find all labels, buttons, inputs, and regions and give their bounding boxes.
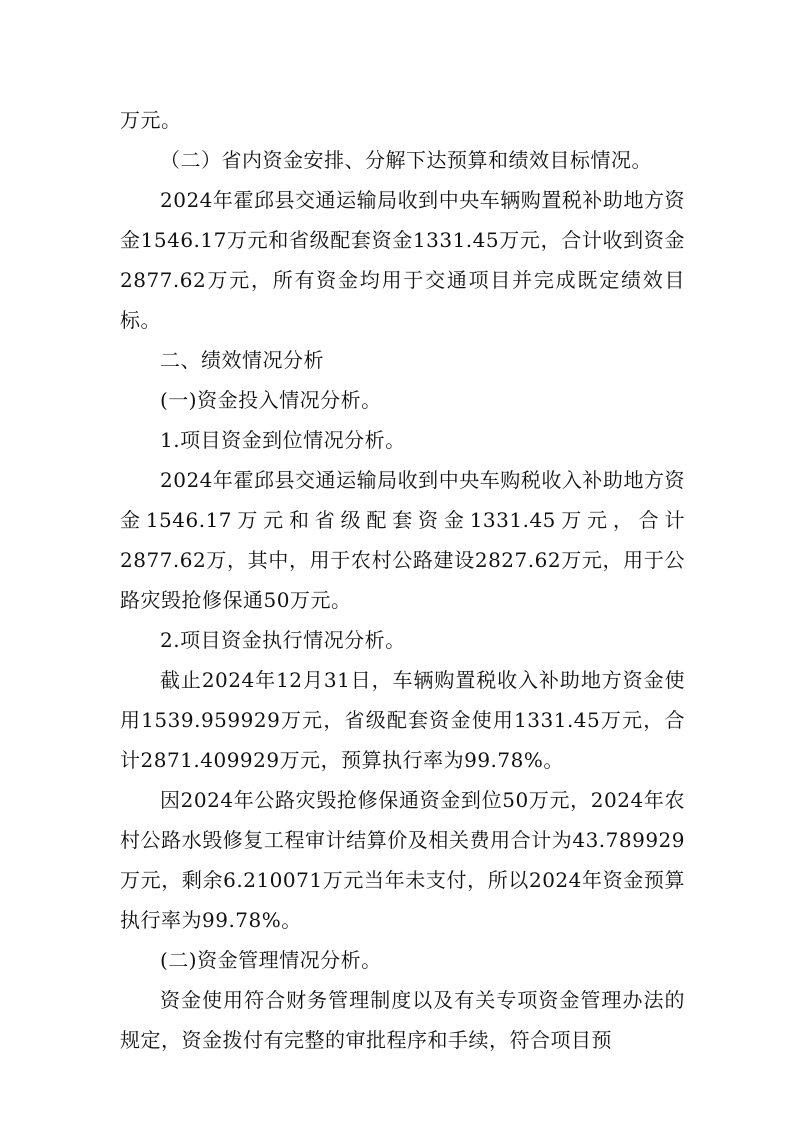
subheading-fund-execution: 2.项目资金执行情况分析。 (160, 628, 406, 652)
subheading-fund-input: (一)资金投入情况分析。 (160, 388, 382, 412)
section-heading-performance-analysis: 二、绩效情况分析 (160, 348, 324, 372)
paragraph-execution-explanation: 因2024年公路灾毁抢修保通资金到位50万元，2024年农村公路水毁修复工程审计结算价及相关费用合计为43.789929万元，剩余6.210071万元当年未支付，所以2024年资金预算执行率为99.78%。 (120, 788, 685, 932)
subheading-fund-management: (二)资金管理情况分析。 (160, 948, 382, 972)
section-heading-provincial-funds: （二）省内资金安排、分解下达预算和绩效目标情况。 (160, 148, 652, 172)
paragraph-continuation: 万元。 (120, 108, 182, 132)
subheading-fund-arrival: 1.项目资金到位情况分析。 (160, 428, 406, 452)
paragraph-fund-execution: 截止2024年12月31日，车辆购置税收入补助地方资金使用1539.959929万元，省级配套资金使用1331.45万元，合计2871.409929万元，预算执行率为99.78%。 (120, 668, 685, 772)
paragraph-fund-arrival: 2024年霍邱县交通运输局收到中央车购税收入补助地方资金1546.17万元和省级配套资金1331.45万元，合计2877.62万，其中，用于农村公路建设2827.62万元，用于公路灾毁抢修保通50万元。 (120, 468, 685, 612)
paragraph-funds-received: 2024年霍邱县交通运输局收到中央车辆购置税补助地方资金1546.17万元和省级配套资金1331.45万元，合计收到资金2877.62万元，所有资金均用于交通项目并完成既定绩效目标。 (120, 188, 685, 332)
paragraph-fund-management: 资金使用符合财务管理制度以及有关专项资金管理办法的规定，资金拨付有完整的审批程序和手续，符合项目预 (120, 988, 685, 1052)
document-body (120, 100, 685, 1060)
